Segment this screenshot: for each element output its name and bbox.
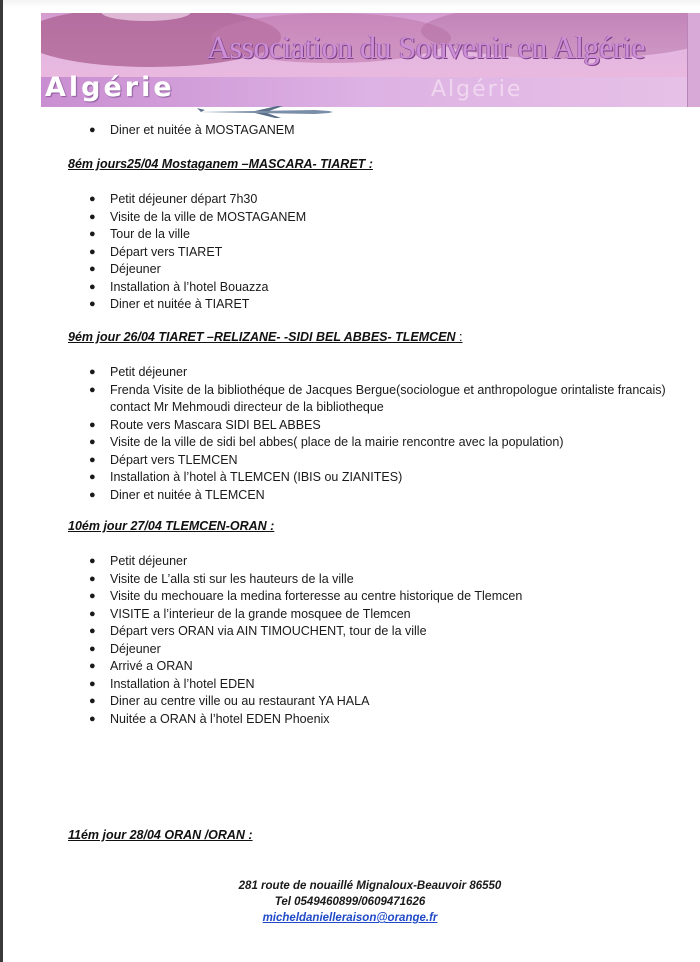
list-item bbox=[0, 469, 700, 487]
list-item-text: Installation à l’hotel Bouazza bbox=[110, 279, 269, 294]
list-item bbox=[0, 122, 700, 140]
list-item-text: Route vers Mascara SIDI BEL ABBES bbox=[110, 417, 321, 432]
footer bbox=[0, 878, 700, 926]
list-item bbox=[0, 553, 700, 571]
list-item-text: Petit déjeuner bbox=[110, 365, 188, 379]
list-item-text: Diner et nuitée à MOSTAGANEM bbox=[110, 123, 295, 137]
list-item bbox=[0, 417, 700, 435]
list-item bbox=[0, 623, 700, 641]
day-heading bbox=[68, 330, 463, 344]
bullet-icon: ● bbox=[89, 228, 96, 240]
list-item bbox=[0, 364, 700, 382]
list-item bbox=[0, 226, 700, 244]
list-item bbox=[0, 487, 700, 505]
list-item-text: Visite de L’alla sti sur les hauteurs de la ville bbox=[110, 571, 354, 586]
list-item-text: VISITE a l’interieur de la grande mosquee de Tlemcen bbox=[110, 606, 411, 621]
continued-list bbox=[0, 122, 700, 140]
bullet-icon: ● bbox=[89, 263, 96, 275]
day-heading: 11ém jour 28/04 ORAN /ORAN : bbox=[68, 828, 253, 842]
bullet-icon: ● bbox=[89, 642, 96, 655]
day-heading-text: 9ém jour 26/04 TIARET –RELIZANE- -SIDI BEL ABBES- TLEMCEN bbox=[68, 330, 456, 344]
list-item-text: Diner au centre ville ou au restaurant YA HALA bbox=[110, 694, 370, 708]
day-items-list bbox=[0, 191, 700, 314]
list-item bbox=[0, 571, 700, 589]
list-item-text: Installation à l’hotel à TLEMCEN (IBIS ou ZIANITES) bbox=[110, 470, 403, 484]
list-item bbox=[0, 658, 700, 676]
bullet-icon: ● bbox=[89, 555, 96, 567]
list-item-text: Installation à l’hotel EDEN bbox=[110, 676, 255, 691]
bullet-icon: ● bbox=[89, 383, 96, 396]
header-subtitle: Algérie bbox=[45, 72, 175, 103]
bullet-icon: ● bbox=[89, 471, 96, 483]
list-item-text: Arrivé a ORAN bbox=[110, 659, 193, 673]
list-item-text: Petit déjeuner départ 7h30 bbox=[110, 192, 258, 206]
day-heading: 10ém jour 27/04 TLEMCEN-ORAN : bbox=[68, 519, 275, 533]
list-item bbox=[0, 261, 700, 279]
footer-email-link[interactable]: micheldanielleraison@orange.fr bbox=[262, 912, 438, 924]
list-item-text: Déjeuner bbox=[110, 641, 161, 656]
list-item-text: Diner et nuitée à TLEMCEN bbox=[110, 487, 265, 502]
bullet-icon: ● bbox=[89, 660, 96, 672]
list-item bbox=[0, 209, 700, 227]
bullet-icon: ● bbox=[89, 193, 96, 205]
day-items-list bbox=[0, 553, 700, 728]
list-item bbox=[0, 279, 700, 297]
list-item bbox=[0, 676, 700, 694]
list-item-text: Visite de la ville de sidi bel abbes( place de la mairie rencontre avec la population) bbox=[110, 435, 564, 449]
list-item bbox=[0, 711, 700, 729]
bullet-icon: ● bbox=[89, 298, 96, 310]
list-item-text: Déjeuner bbox=[110, 262, 161, 276]
bullet-icon: ● bbox=[89, 677, 96, 690]
list-item bbox=[0, 641, 700, 659]
header-subtitle-mirror: Algérie bbox=[431, 77, 523, 102]
bullet-icon: ● bbox=[89, 453, 96, 466]
list-item-text: Départ vers ORAN via AIN TIMOUCHENT, tour de la ville bbox=[110, 624, 427, 638]
airplane-icon bbox=[195, 106, 335, 118]
list-item bbox=[0, 434, 700, 452]
list-item bbox=[0, 606, 700, 624]
bullet-icon: ● bbox=[89, 488, 96, 501]
bullet-icon: ● bbox=[89, 280, 96, 293]
list-item-text: Départ vers TIARET bbox=[110, 244, 223, 259]
list-item-text: Tour de la ville bbox=[110, 227, 190, 241]
bullet-icon: ● bbox=[89, 712, 96, 725]
scan-top-shade bbox=[0, 0, 700, 8]
list-item-text: Frenda Visite de la bibliothéque de Jacques Bergue(sociologue et anthropologue orintaliste francais) contact Mr Mehmoudi directeur de la bibliotheque bbox=[110, 382, 666, 414]
bullet-icon: ● bbox=[89, 245, 96, 258]
list-item-text: Diner et nuitée à TIARET bbox=[110, 297, 250, 311]
list-item bbox=[0, 382, 700, 417]
list-item bbox=[0, 452, 700, 470]
footer-phone: Tel 0549460899/0609471626 bbox=[274, 896, 426, 908]
list-item-text: Visite du mechouare la medina forteresse au centre historique de Tlemcen bbox=[110, 589, 523, 603]
day-heading: 8ém jours25/04 Mostaganem –MASCARA- TIARET : bbox=[68, 157, 373, 171]
bullet-icon: ● bbox=[89, 572, 96, 585]
footer-address: 281 route de nouaillé Mignaloux-Beauvoir 86550 bbox=[238, 880, 502, 892]
list-item bbox=[0, 296, 700, 314]
list-item-text: Petit déjeuner bbox=[110, 554, 188, 568]
bullet-icon: ● bbox=[89, 366, 96, 378]
bullet-icon: ● bbox=[89, 607, 96, 620]
bullet-icon: ● bbox=[89, 695, 96, 707]
list-item bbox=[0, 191, 700, 209]
header-banner bbox=[41, 13, 700, 107]
list-item bbox=[0, 693, 700, 711]
bullet-icon: ● bbox=[89, 210, 96, 223]
list-item bbox=[0, 588, 700, 606]
bullet-icon: ● bbox=[89, 625, 96, 637]
bullet-icon: ● bbox=[89, 590, 96, 602]
day-heading-tail: : bbox=[455, 330, 463, 344]
day-items-list bbox=[0, 364, 700, 504]
list-item bbox=[0, 244, 700, 262]
bullet-icon: ● bbox=[89, 124, 96, 136]
header-title: Association du Souvenir en Algérie bbox=[206, 29, 646, 65]
bullet-icon: ● bbox=[89, 436, 96, 448]
list-item-text: Nuitée a ORAN à l’hotel EDEN Phoenix bbox=[110, 711, 330, 726]
list-item-text: Visite de la ville de MOSTAGANEM bbox=[110, 209, 307, 224]
list-item-text: Départ vers TLEMCEN bbox=[110, 452, 238, 467]
bullet-icon: ● bbox=[89, 418, 96, 431]
